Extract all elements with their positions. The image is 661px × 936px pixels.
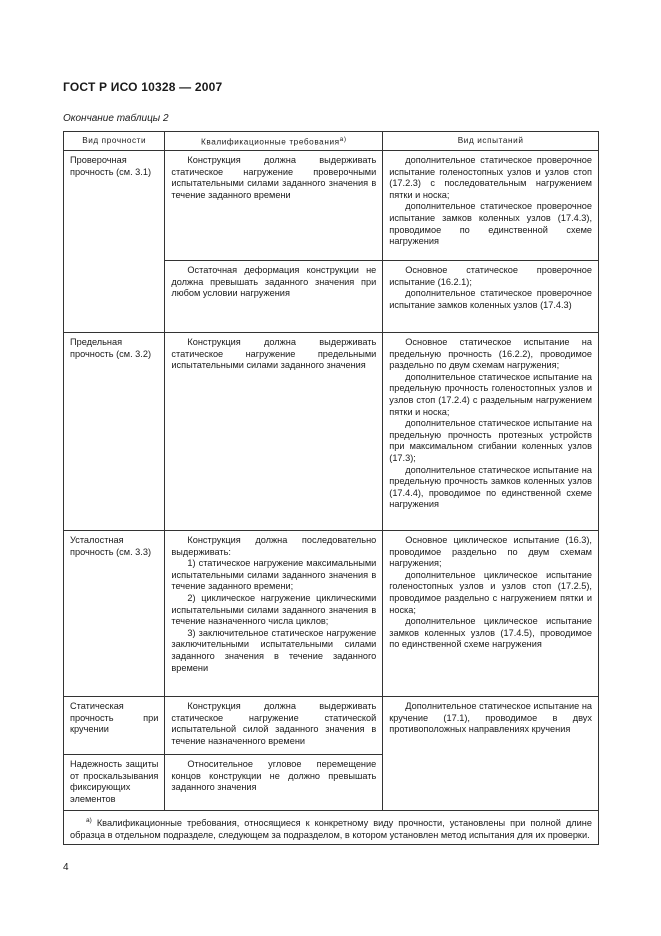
document-header: ГОСТ Р ИСО 10328 — 2007	[63, 80, 223, 94]
test-text: дополнительное статическое проверочное испытание замков коленных узлов (17.4.3)	[389, 288, 592, 310]
test-text: дополнительное циклическое испытание замков коленных узлов (17.4.5), проводимое по единственной схеме нагружения	[389, 616, 592, 650]
table-header-row	[64, 132, 599, 151]
test-text: дополнительное статическое проверочное испытание замков коленных узлов (17.4.3), проводимое по единственной схеме нагружения	[389, 201, 592, 247]
kind-cell: Предельная прочность (см. 3.2)	[64, 333, 165, 531]
kind-cell: Проверочная прочность (см. 3.1)	[64, 151, 165, 333]
requirement-text: 3) заключительное статическое нагружение заключительными испытательными силами заданного значения в течение заданного времени	[171, 627, 377, 673]
test-text: дополнительное статическое испытание на предельную прочность голеностопных узлов и узлов стоп (17.2.4) с раздельным нагружением пятки и носка;	[389, 371, 592, 417]
footnote-body: Квалификационные требования, относящиеся к конкретному виду прочности, установлены при полной длине образца в отдельном подразделе, следующем за подразделом, в котором установлен метод испытания для их проверки.	[70, 818, 592, 840]
column-header-kind: Вид прочности	[64, 132, 165, 151]
requirement-text: Относительное угловое перемещение концов конструкции не должно превышать заданного значения	[171, 759, 377, 793]
table-row	[64, 333, 599, 531]
test-text: Основное циклическое испытание (16.3), проводимое раздельно по двум схемам нагружения;	[389, 535, 592, 569]
requirement-text: Конструкция должна последовательно выдерживать:	[171, 535, 377, 557]
kind-cell: Надежность защиты от проскальзывания фиксирующих элементов	[64, 755, 165, 811]
footnote-text	[70, 815, 592, 841]
test-cell	[383, 697, 599, 811]
table-caption: Окончание таблицы 2	[63, 113, 169, 124]
test-text: Основное статическое испытание на предельную прочность (16.2.2), проводимое раздельно по двум схемам нагружения;	[389, 337, 592, 371]
test-text: Основное статическое проверочное испытание (16.2.1);	[389, 264, 592, 287]
test-text: Дополнительное статическое испытание на кручение (17.1), проводимое в двух противоположных направлениях кручения	[389, 701, 592, 735]
requirement-cell	[165, 531, 383, 697]
requirement-text: Конструкция должна выдерживать статическое нагружение статической испытательной силой заданного значения в течение назначенного времени	[171, 701, 377, 746]
requirement-cell	[165, 697, 383, 755]
page-number: 4	[63, 862, 69, 873]
footnote-row	[64, 811, 599, 845]
test-text: дополнительное статическое проверочное испытание голеностопных узлов и узлов стоп (17.2.3) с последовательным нагружением пятки и носка;	[389, 155, 592, 200]
table-row	[64, 151, 599, 261]
footnote-ref: а)	[339, 135, 347, 143]
requirement-text: Остаточная деформация конструкции не должна превышать заданного значения при любом условии нагружения	[171, 264, 377, 299]
requirement-text: Конструкция должна выдерживать статическое нагружение предельными испытательными силами заданного значения	[171, 337, 377, 371]
test-cell	[383, 531, 599, 697]
test-text: дополнительное статическое испытание на предельную прочность замков коленных узлов (17.4.4), проводимое по единственной схеме нагружения	[389, 464, 592, 510]
requirement-text: 2) циклическое нагружение циклическими испытательными силами заданного значения в течение назначенного числа циклов;	[171, 592, 377, 627]
requirement-cell	[165, 260, 383, 332]
test-cell	[383, 151, 599, 261]
footnote-cell	[64, 811, 599, 845]
test-cell	[383, 333, 599, 531]
column-header-requirements	[165, 132, 383, 151]
test-text: дополнительное циклическое испытание голеностопных узлов и узлов стоп (17.2.5), проводимое раздельно с нагружением пятки и носка;	[389, 569, 592, 615]
requirement-cell	[165, 151, 383, 261]
footnote-mark: а)	[86, 817, 92, 824]
requirement-cell	[165, 333, 383, 531]
column-header-requirements-text: Квалификационные требования	[200, 137, 340, 147]
kind-cell: Статическая прочность при кручении	[64, 697, 165, 755]
test-cell	[383, 260, 599, 332]
kind-cell: Усталостная прочность (см. 3.3)	[64, 531, 165, 697]
requirement-text: Конструкция должна выдерживать статическое нагружение проверочными испытательными силами заданного значения в течение заданного времени	[171, 155, 377, 200]
column-header-tests: Вид испытаний	[383, 132, 599, 151]
requirement-cell	[165, 755, 383, 811]
requirement-text: 1) статическое нагружение максимальными испытательными силами заданного значения в течение заданного времени;	[171, 558, 377, 592]
table-row	[64, 697, 599, 755]
table-row	[64, 531, 599, 697]
strength-table	[63, 131, 599, 845]
test-text: дополнительное статическое испытание на предельную прочность протезных устройств при максимальном сгибании коленных узлов (17.3);	[389, 418, 592, 463]
